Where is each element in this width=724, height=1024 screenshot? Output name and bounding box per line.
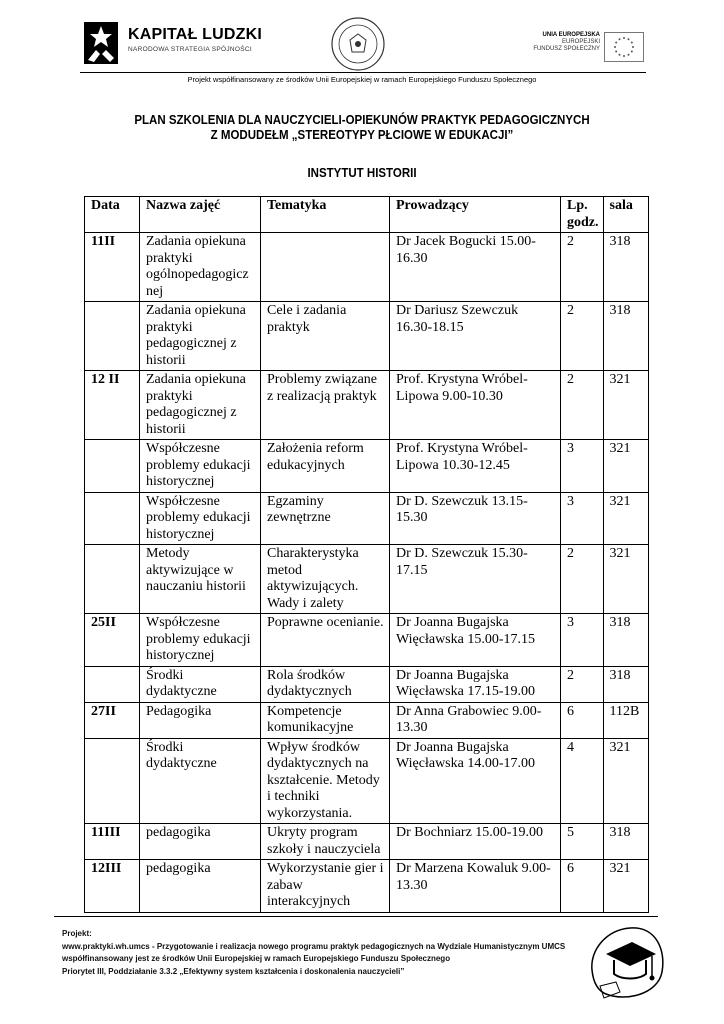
cell-topic: Egzaminy zewnętrzne	[261, 492, 390, 545]
cell-room: 321	[603, 492, 648, 545]
cell-topic: Założenia reform edukacyjnych	[261, 440, 390, 493]
cell-room: 318	[603, 233, 648, 302]
cell-leader: Dr Marzena Kowaluk 9.00-13.30	[390, 860, 561, 913]
table-row	[85, 440, 649, 493]
cell-room: 321	[603, 440, 648, 493]
cell-date: 27II	[85, 702, 140, 738]
cell-name: Środki dydaktyczne	[140, 666, 261, 702]
cell-leader: Prof. Krystyna Wróbel-Lipowa 9.00-10.30	[390, 371, 561, 440]
cell-room: 321	[603, 371, 648, 440]
cell-topic: Charakterystyka metod aktywizujących. Wady i zalety	[261, 545, 390, 614]
eu-line1: UNIA EUROPEJSKA	[542, 32, 600, 38]
cell-name: Środki dydaktyczne	[140, 738, 261, 824]
cell-leader: Dr Joanna Bugajska Więcławska 15.00-17.15	[390, 614, 561, 667]
cell-name: Współczesne problemy edukacji historycznej	[140, 492, 261, 545]
cell-hours: 2	[561, 233, 604, 302]
cell-hours: 3	[561, 614, 604, 667]
table-row	[85, 702, 649, 738]
header-topic: Tematyka	[261, 197, 390, 233]
cell-date: 12III	[85, 860, 140, 913]
header-room: sala	[603, 197, 648, 233]
cell-topic: Wpływ środków dydaktycznych na kształcenie. Metody i techniki wykorzystania.	[261, 738, 390, 824]
cell-name: Pedagogika	[140, 702, 261, 738]
umcs-seal-icon	[330, 16, 386, 72]
cell-room: 321	[603, 545, 648, 614]
cell-leader: Dr Anna Grabowiec 9.00-13.30	[390, 702, 561, 738]
cell-name: Zadania opiekuna praktyki pedagogicznej z historii	[140, 371, 261, 440]
kapital-ludzki-logo	[84, 20, 284, 72]
eu-text	[504, 32, 600, 53]
cell-room: 318	[603, 614, 648, 667]
cell-topic: Wykorzystanie gier i zabaw interakcyjnych	[261, 860, 390, 913]
document-title-line1: PLAN SZKOLENIA DLA NAUCZYCIELI-OPIEKUNÓW PRAKTYK PEDAGOGICZNYCH	[134, 113, 590, 127]
cell-name: pedagogika	[140, 824, 261, 860]
cell-leader: Dr D. Szewczuk 15.30-17.15	[390, 545, 561, 614]
cell-date	[85, 440, 140, 493]
institute-title: INSTYTUT HISTORII	[307, 166, 417, 180]
cell-hours: 3	[561, 440, 604, 493]
header-logos	[84, 16, 644, 72]
cell-hours: 3	[561, 492, 604, 545]
cell-topic: Kompetencje komunikacyjne	[261, 702, 390, 738]
logo-subtitle: NARODOWA STRATEGIA SPÓJNOŚCI	[128, 46, 252, 53]
cell-topic	[261, 233, 390, 302]
eu-line2: EUROPEJSKI	[561, 39, 600, 45]
footer-line2: współfinansowany jest ze środków Unii Europejskiej w ramach Europejskiego Funduszu Społecznego	[62, 954, 451, 963]
cell-room: 318	[603, 666, 648, 702]
header-date: Data	[85, 197, 140, 233]
table-row	[85, 614, 649, 667]
schedule-table	[84, 196, 649, 913]
cell-date: 11II	[85, 233, 140, 302]
cell-hours: 2	[561, 545, 604, 614]
cell-date: 25II	[85, 614, 140, 667]
document-title-line2: Z MODUDEŁM „STEREOTYPY PŁCIOWE W EDUKACJI”	[210, 128, 514, 142]
table-row	[85, 492, 649, 545]
table-row	[85, 666, 649, 702]
footer	[62, 928, 565, 978]
table-row	[85, 824, 649, 860]
cell-hours: 2	[561, 371, 604, 440]
table-row	[85, 860, 649, 913]
graduation-cap-logo-icon	[586, 920, 668, 1006]
cell-hours: 6	[561, 860, 604, 913]
cell-hours: 2	[561, 666, 604, 702]
cell-room: 318	[603, 302, 648, 371]
cell-leader: Dr Dariusz Szewczuk 16.30-18.15	[390, 302, 561, 371]
cell-name: pedagogika	[140, 860, 261, 913]
cell-name: Zadania opiekuna praktyki pedagogicznej z historii	[140, 302, 261, 371]
cell-name: Współczesne problemy edukacji historycznej	[140, 440, 261, 493]
table-row	[85, 738, 649, 824]
cell-hours: 4	[561, 738, 604, 824]
logo-title: KAPITAŁ LUDZKI	[128, 26, 263, 43]
cell-date: 12 II	[85, 371, 140, 440]
cell-leader: Dr Joanna Bugajska Więcławska 17.15-19.00	[390, 666, 561, 702]
project-note: Projekt współfinansowany ze środków Unii Europejskiej w ramach Europejskiego Funduszu Społecznego	[187, 75, 537, 84]
footer-divider	[54, 916, 658, 917]
eu-flag-icon	[604, 32, 644, 62]
footer-line1: www.praktyki.wh.umcs - Przygotowanie i realizacja nowego programu praktyk pedagogicznych na Wydziale Humanistycznym UMCS	[62, 941, 566, 951]
cell-leader: Dr D. Szewczuk 13.15-15.30	[390, 492, 561, 545]
cell-room: 318	[603, 824, 648, 860]
cell-topic: Cele i zadania praktyk	[261, 302, 390, 371]
cell-name: Metody aktywizujące w nauczaniu historii	[140, 545, 261, 614]
header-leader: Prowadzący	[390, 197, 561, 233]
cell-leader: Prof. Krystyna Wróbel-Lipowa 10.30-12.45	[390, 440, 561, 493]
cell-room: 321	[603, 738, 648, 824]
cell-room: 112B	[603, 702, 648, 738]
cell-date: 11III	[85, 824, 140, 860]
cell-leader: Dr Joanna Bugajska Więcławska 14.00-17.00	[390, 738, 561, 824]
cell-room: 321	[603, 860, 648, 913]
cell-hours: 5	[561, 824, 604, 860]
header-hours: Lp. godz.	[561, 197, 604, 233]
footer-line3: Priorytet III, Poddziałanie 3.3.2 „Efektywny system kształcenia i doskonalenia nauczycieli”	[62, 966, 405, 976]
cell-date	[85, 666, 140, 702]
cell-leader: Dr Jacek Bogucki 15.00-16.30	[390, 233, 561, 302]
cell-date	[85, 545, 140, 614]
cell-date	[85, 302, 140, 371]
footer-label: Projekt:	[62, 929, 92, 938]
cell-topic: Rola środków dydaktycznych	[261, 666, 390, 702]
cell-topic: Poprawne ocenianie.	[261, 614, 390, 667]
cell-date	[85, 492, 140, 545]
cell-topic: Ukryty program szkoły i nauczyciela	[261, 824, 390, 860]
table-row	[85, 545, 649, 614]
header-divider	[80, 72, 646, 73]
table-row	[85, 371, 649, 440]
table-row	[85, 233, 649, 302]
cell-date	[85, 738, 140, 824]
cell-hours: 6	[561, 702, 604, 738]
table-row	[85, 302, 649, 371]
table-header-row	[85, 197, 649, 233]
cell-name: Współczesne problemy edukacji historycznej	[140, 614, 261, 667]
kapital-ludzki-mark-icon	[84, 20, 122, 66]
cell-name: Zadania opiekuna praktyki ogólnopedagogicz nej	[140, 233, 261, 302]
cell-leader: Dr Bochniarz 15.00-19.00	[390, 824, 561, 860]
eu-line3: FUNDUSZ SPOŁECZNY	[533, 46, 600, 52]
cell-hours: 2	[561, 302, 604, 371]
cell-topic: Problemy związane z realizacją praktyk	[261, 371, 390, 440]
header-name: Nazwa zajęć	[140, 197, 261, 233]
